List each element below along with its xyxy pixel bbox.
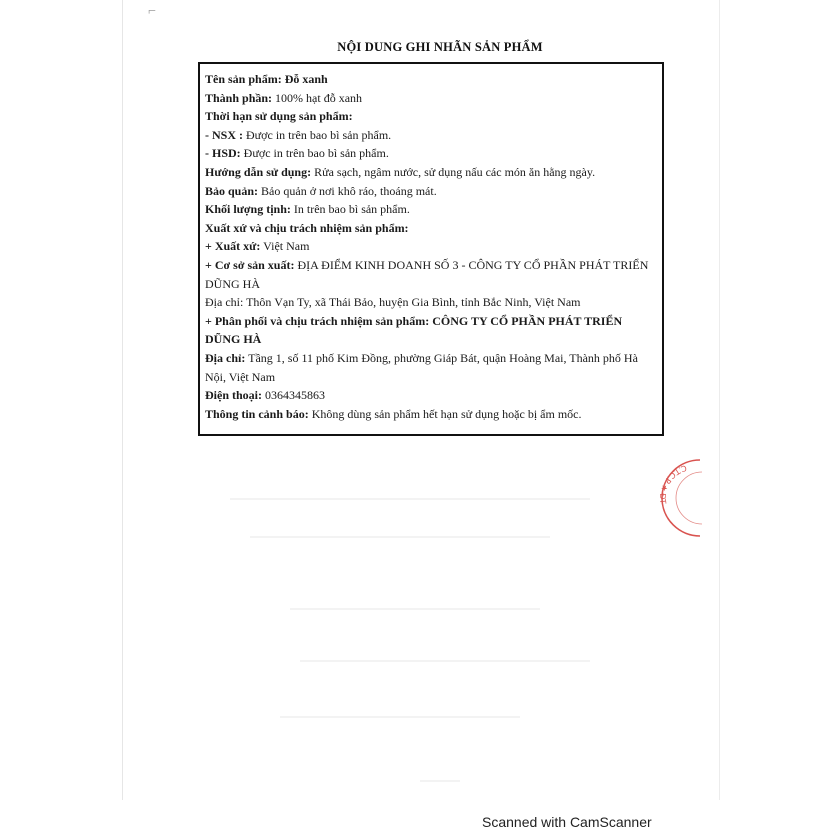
product-name-line [205, 70, 658, 89]
field-label: - HSD: [205, 146, 241, 161]
field-value: Việt Nam [260, 239, 310, 254]
field-value: Được in trên bao bì sản phẩm. [240, 146, 389, 161]
field-value: Đỗ xanh [281, 72, 328, 86]
bleed-through-line [280, 716, 520, 718]
origin-heading: Xuất xứ và chịu trách nhiệm sản phẩm: [205, 220, 409, 235]
storage-line [205, 182, 658, 201]
stamp-text: C.T.C.P ★ ĐT [657, 463, 688, 505]
usage-line [205, 163, 658, 182]
distributor-address-line [205, 349, 658, 386]
field-label: + Cơ sở sản xuất: [205, 257, 295, 272]
net-weight-line [205, 200, 658, 219]
svg-text:C.T.C.P ★ ĐT [658, 463, 688, 504]
field-value: Rửa sạch, ngâm nước, sử dụng nấu các món ăn hằng ngày. [311, 164, 596, 179]
label-content-box [198, 62, 664, 436]
field-label: Khối lượng tịnh: [205, 202, 291, 217]
bleed-through-line [290, 608, 540, 610]
field-value: Không dùng sản phẩm hết hạn sử dụng hoặc bị ẩm mốc. [308, 406, 582, 421]
field-value: CÔNG TY CỔ PHẦN PHÁT TRIỂN DŨNG HÀ [205, 313, 623, 347]
warning-line [205, 405, 658, 424]
bleed-through-line [250, 536, 550, 538]
bleed-through-line [300, 660, 590, 662]
company-stamp-icon [646, 458, 710, 538]
distributor-line [205, 312, 658, 349]
field-label: Điện thoại: [205, 388, 262, 403]
scanner-watermark: Scanned with CamScanner [482, 814, 652, 830]
pen-mark-icon: ⌐ [148, 4, 156, 19]
facility-address-line: Địa chỉ: Thôn Vạn Ty, xã Thái Bảo, huyện Gia Bình, tỉnh Bắc Ninh, Việt Nam [205, 295, 581, 310]
field-value: Tầng 1, số 11 phố Kim Đồng, phường Giáp Bát, quận Hoàng Mai, Thành phố Hà Nội, Việt Nam [205, 350, 638, 384]
ingredients-line [205, 89, 658, 108]
field-label: Bảo quản: [205, 183, 259, 198]
field-label: Tên sản phẩm: [205, 72, 282, 86]
field-label: Thành phần: [205, 90, 273, 105]
field-label: Địa chỉ: [205, 350, 246, 365]
field-value: Được in trên bao bì sản phẩm. [243, 127, 392, 142]
field-value: ĐỊA ĐIỂM KINH DOANH SỐ 3 - CÔNG TY CỔ PHẦN PHÁT TRIỂN DŨNG HÀ [205, 257, 649, 291]
field-label: Hướng dẫn sử dụng: [205, 164, 312, 179]
field-label: + Phân phối và chịu trách nhiệm sản phẩm: [205, 313, 430, 328]
hsd-line [205, 144, 658, 163]
field-value: Bảo quản ở nơi khô ráo, thoáng mát. [258, 183, 437, 198]
shelf-life-heading: Thời hạn sử dụng sản phẩm: [205, 109, 353, 124]
field-value: In trên bao bì sản phẩm. [290, 202, 410, 217]
phone-line [205, 386, 658, 405]
field-label: - NSX : [205, 127, 243, 142]
bleed-through-line [420, 780, 460, 782]
field-value: 100% hạt đỗ xanh [272, 90, 363, 105]
nsx-line [205, 126, 658, 145]
field-label: + Xuất xứ: [205, 239, 261, 254]
field-value: 0364345863 [262, 388, 325, 403]
bleed-through-line [230, 498, 590, 500]
facility-line [205, 256, 658, 293]
field-label: Thông tin cảnh báo: [205, 406, 309, 421]
origin-line [205, 237, 658, 256]
document-title: NỘI DUNG GHI NHÃN SẢN PHẨM [337, 40, 543, 54]
